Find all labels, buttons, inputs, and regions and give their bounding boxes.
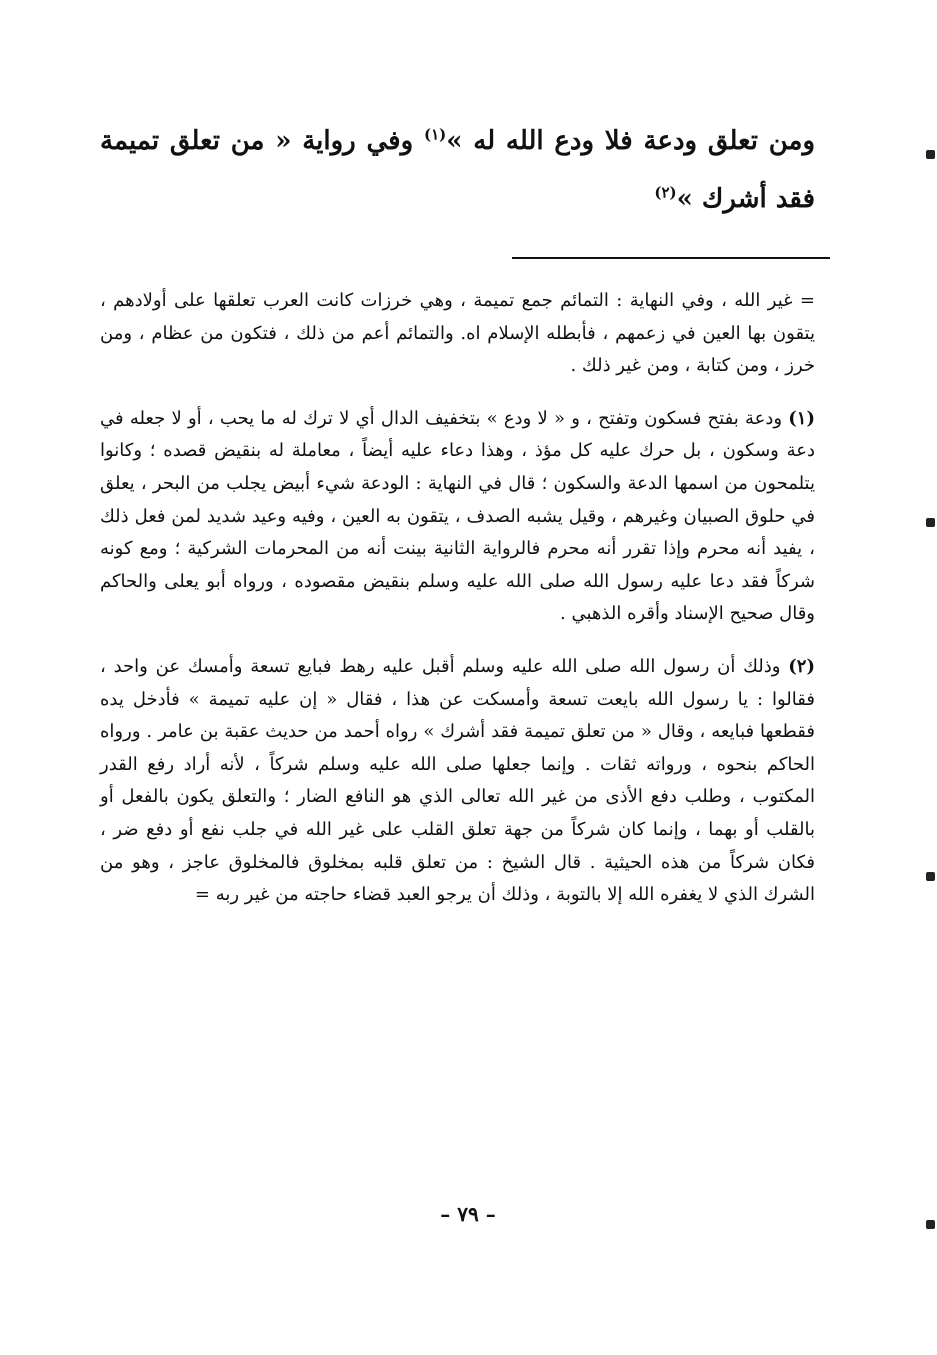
footnotes-section (100, 285, 815, 912)
footnote-1-text: ودعة بفتح فسكون وتفتح ، و « لا ودع » بتخفيف الدال أي لا ترك له ما يحب ، أو لا جعله في دعة وسكون ، بل حرك عليه كل مؤذ ، وهذا دعاء عليه أيضاً ، معاملة له بنقيض قصده ؛ وكانوا يتلمحون من اسمها الدعة والسكون ؛ قال في النهاية : الودعة شيء أبيض يجلب من البحر ، يعلق في حلوق الصبيان وغيرهم ، وقيل يشبه الصدف ، يتقون به العين ، وفيه وعيد شديد لمن فعل ذلك ، يفيد أنه محرم وإذا تقرر أنه محرم فالرواية الثانية بينت أنه من المحرمات الشركية ؛ ومع كونه شركاً فقد دعا عليه رسول الله صلى الله عليه وسلم بنقيض مقصوده ، ورواه أبو يعلى والحاكم وقال صحيح الإسناد وأقره الذهبي . (100, 407, 815, 625)
page-number: – ٧٩ – (440, 1202, 496, 1226)
footnote-1 (100, 403, 815, 631)
main-text-part-1: ومن تعلق ودعة فلا ودع الله له » (446, 126, 815, 156)
footnote-2-text: وذلك أن رسول الله صلى الله عليه وسلم أقبل عليه رهط فبايع تسعة وأمسك عن واحد ، فقالوا : يا رسول الله بايعت تسعة وأمسكت عن هذا ، فقال « إن عليه تميمة » فأدخل يده فقطعها فبايعه ، وقال « من تعلق تميمة فقد أشرك » رواه أحمد من حديث عقبة بن عامر . ورواه الحاكم بنحوه ، ورواته ثقات . وإنما جعلها صلى الله عليه وسلم شركاً ، لأنه أراد رفع القدر المكتوب ، وطلب دفع الأذى من غير الله تعالى الذي هو النافع الضار ؛ والتعلق يكون بالفعل أو بالقلب أو بهما ، وإنما كان شركاً من جهة تعلق القلب على غير الله في جلب نفع أو دفع ضر ، فكان شركاً من هذه الحيثية . قال الشيخ : من تعلق قلبه بمخلوق فالمخلوق عاجز ، وهو من الشرك الذي لا يغفره الله إلا بالتوبة ، وذلك أن يرجو العبد قضاء حاجته من غير ربه = (100, 655, 815, 906)
footnote-separator (512, 257, 830, 259)
scan-margin-mark (926, 518, 935, 527)
main-text-part-2: وفي رواية « من تعلق تميمة فقد أشرك » (100, 126, 815, 214)
footnote-continuation: = غير الله ، وفي النهاية : التمائم جمع تميمة ، وهي خرزات كانت العرب تعلقها على أولادهم ، يتقون بها العين في زعمهم ، فأبطله الإسلام اه. والتمائم أعم من ذلك ، فتكون من عظام ، ومن خرز ، ومن كتابة ، ومن غير ذلك . (100, 290, 816, 377)
footnote-2-number: (٢) (788, 655, 815, 677)
scan-margin-mark (926, 150, 935, 159)
main-text (100, 112, 815, 228)
scan-margin-mark (926, 872, 935, 881)
scan-margin-mark (926, 1220, 935, 1229)
footnote-ref-1[interactable]: (١) (423, 125, 447, 144)
footnote-2 (100, 651, 815, 912)
footnote-ref-2[interactable]: (٢) (654, 183, 677, 202)
footnote-1-number: (١) (788, 407, 815, 429)
